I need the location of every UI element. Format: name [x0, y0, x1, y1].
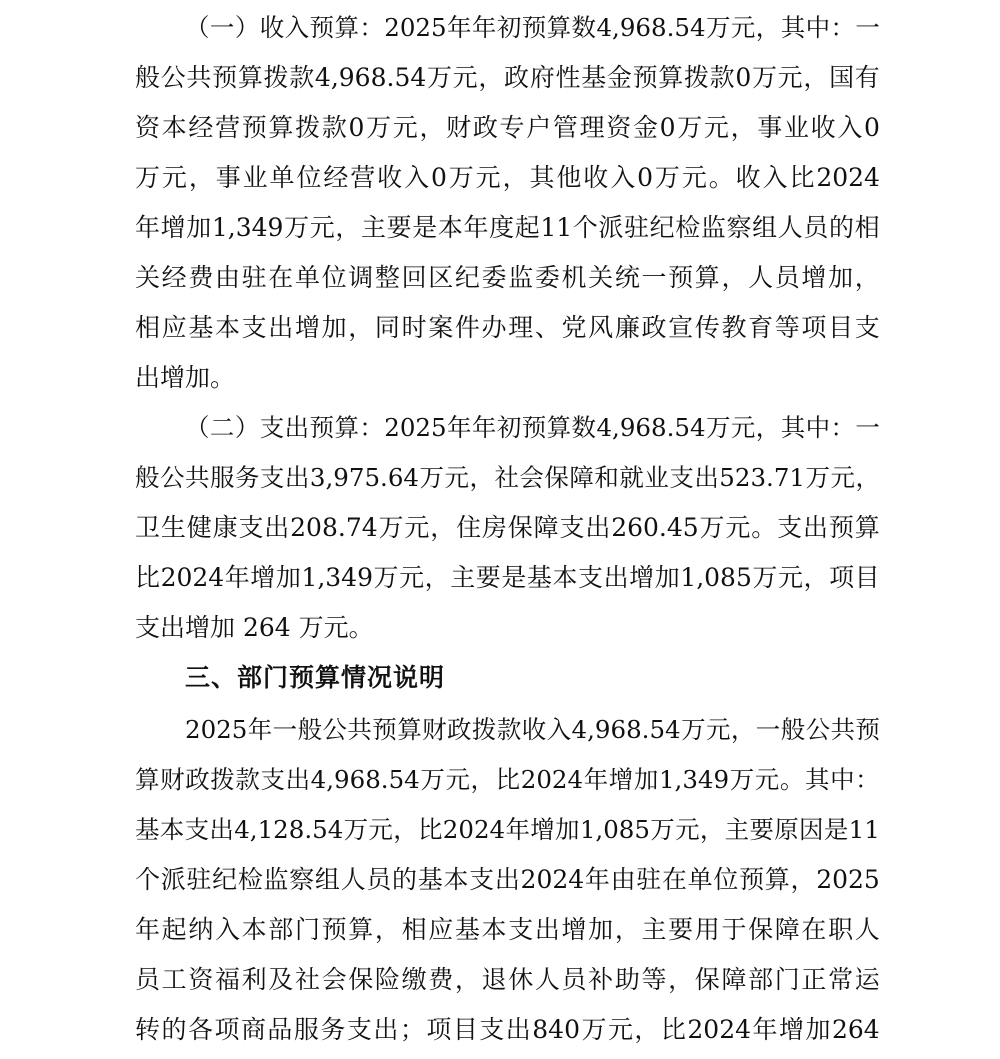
text-line: （ 二 ） 支 出 预 算 ： 2025 年 年 初 预 算 数 4,968.54 万 元 ， 其 中 ： 一	[185, 413, 880, 442]
text-line: 转 的 各 项 商 品 服 务 支 出 ； 项 目 支 出 840 万 元 ， 比 2024 年 增 加 264	[135, 1015, 880, 1044]
text-line: 基 本 支 出 4,128.54 万 元 ， 比 2024 年 增 加 1,085 万 元 ， 主 要 原 因 是 11	[135, 815, 880, 844]
text-line: 关 经 费 由 驻 在 单 位 调 整 回 区 纪 委 监 委 机 关 统 一 预 算 ， 人 员 增 加 ，	[135, 263, 880, 292]
text-line: 出增加。	[135, 363, 236, 392]
text-line: 万 元 ， 事 业 单 位 经 营 收 入 0 万 元 ， 其 他 收 入 0 万 元 。 收 入 比 2024	[135, 163, 880, 192]
text-line: 员 工 资 福 利 及 社 会 保 险 缴 费 ， 退 休 人 员 补 助 等 ， 保 障 部 门 正 常 运	[135, 965, 880, 994]
text-line: 资 本 经 营 预 算 拨 款 0 万 元 ， 财 政 专 户 管 理 资 金 0 万 元 ， 事 业 收 入 0	[135, 113, 880, 142]
text-line: 比 2024 年 增 加 1,349 万 元 ， 主 要 是 基 本 支 出 增 加 1,085 万 元 ， 项 目	[135, 563, 880, 592]
text-line: 年 起 纳 入 本 部 门 预 算 ， 相 应 基 本 支 出 增 加 ， 主 要 用 于 保 障 在 职 人	[135, 915, 880, 944]
text-line: 2025 年 一 般 公 共 预 算 财 政 拨 款 收 入 4,968.54 万 元 ， 一 般 公 共 预	[185, 715, 880, 744]
section-heading: 三、部门预算情况说明	[185, 663, 446, 692]
text-line: 卫 生 健 康 支 出 208.74 万 元 ， 住 房 保 障 支 出 260.45 万 元 。 支 出 预 算	[135, 513, 880, 542]
text-line: （ 一 ） 收 入 预 算 ： 2025 年 年 初 预 算 数 4,968.54 万 元 ， 其 中 ： 一	[185, 13, 880, 42]
text-line: 算 财 政 拨 款 支 出 4,968.54 万 元 ， 比 2024 年 增 加 1,349 万 元 。 其 中 ：	[135, 765, 880, 794]
text-line: 支出增加 264 万元。	[135, 613, 374, 642]
text-line: 个 派 驻 纪 检 监 察 组 人 员 的 基 本 支 出 2024 年 由 驻 在 单 位 预 算 ， 2025	[135, 865, 880, 894]
text-line: 般 公 共 预 算 拨 款 4,968.54 万 元 ， 政 府 性 基 金 预 算 拨 款 0 万 元 ， 国 有	[135, 63, 880, 92]
text-line: 般 公 共 服 务 支 出 3,975.64 万 元 ， 社 会 保 障 和 就 业 支 出 523.71 万 元 ，	[135, 463, 880, 492]
text-line: 年 增 加 1,349 万 元 ， 主 要 是 本 年 度 起 11 个 派 驻 纪 检 监 察 组 人 员 的 相	[135, 213, 880, 242]
text-line: 相 应 基 本 支 出 增 加 ， 同 时 案 件 办 理 、 党 风 廉 政 宣 传 教 育 等 项 目 支	[135, 313, 880, 342]
